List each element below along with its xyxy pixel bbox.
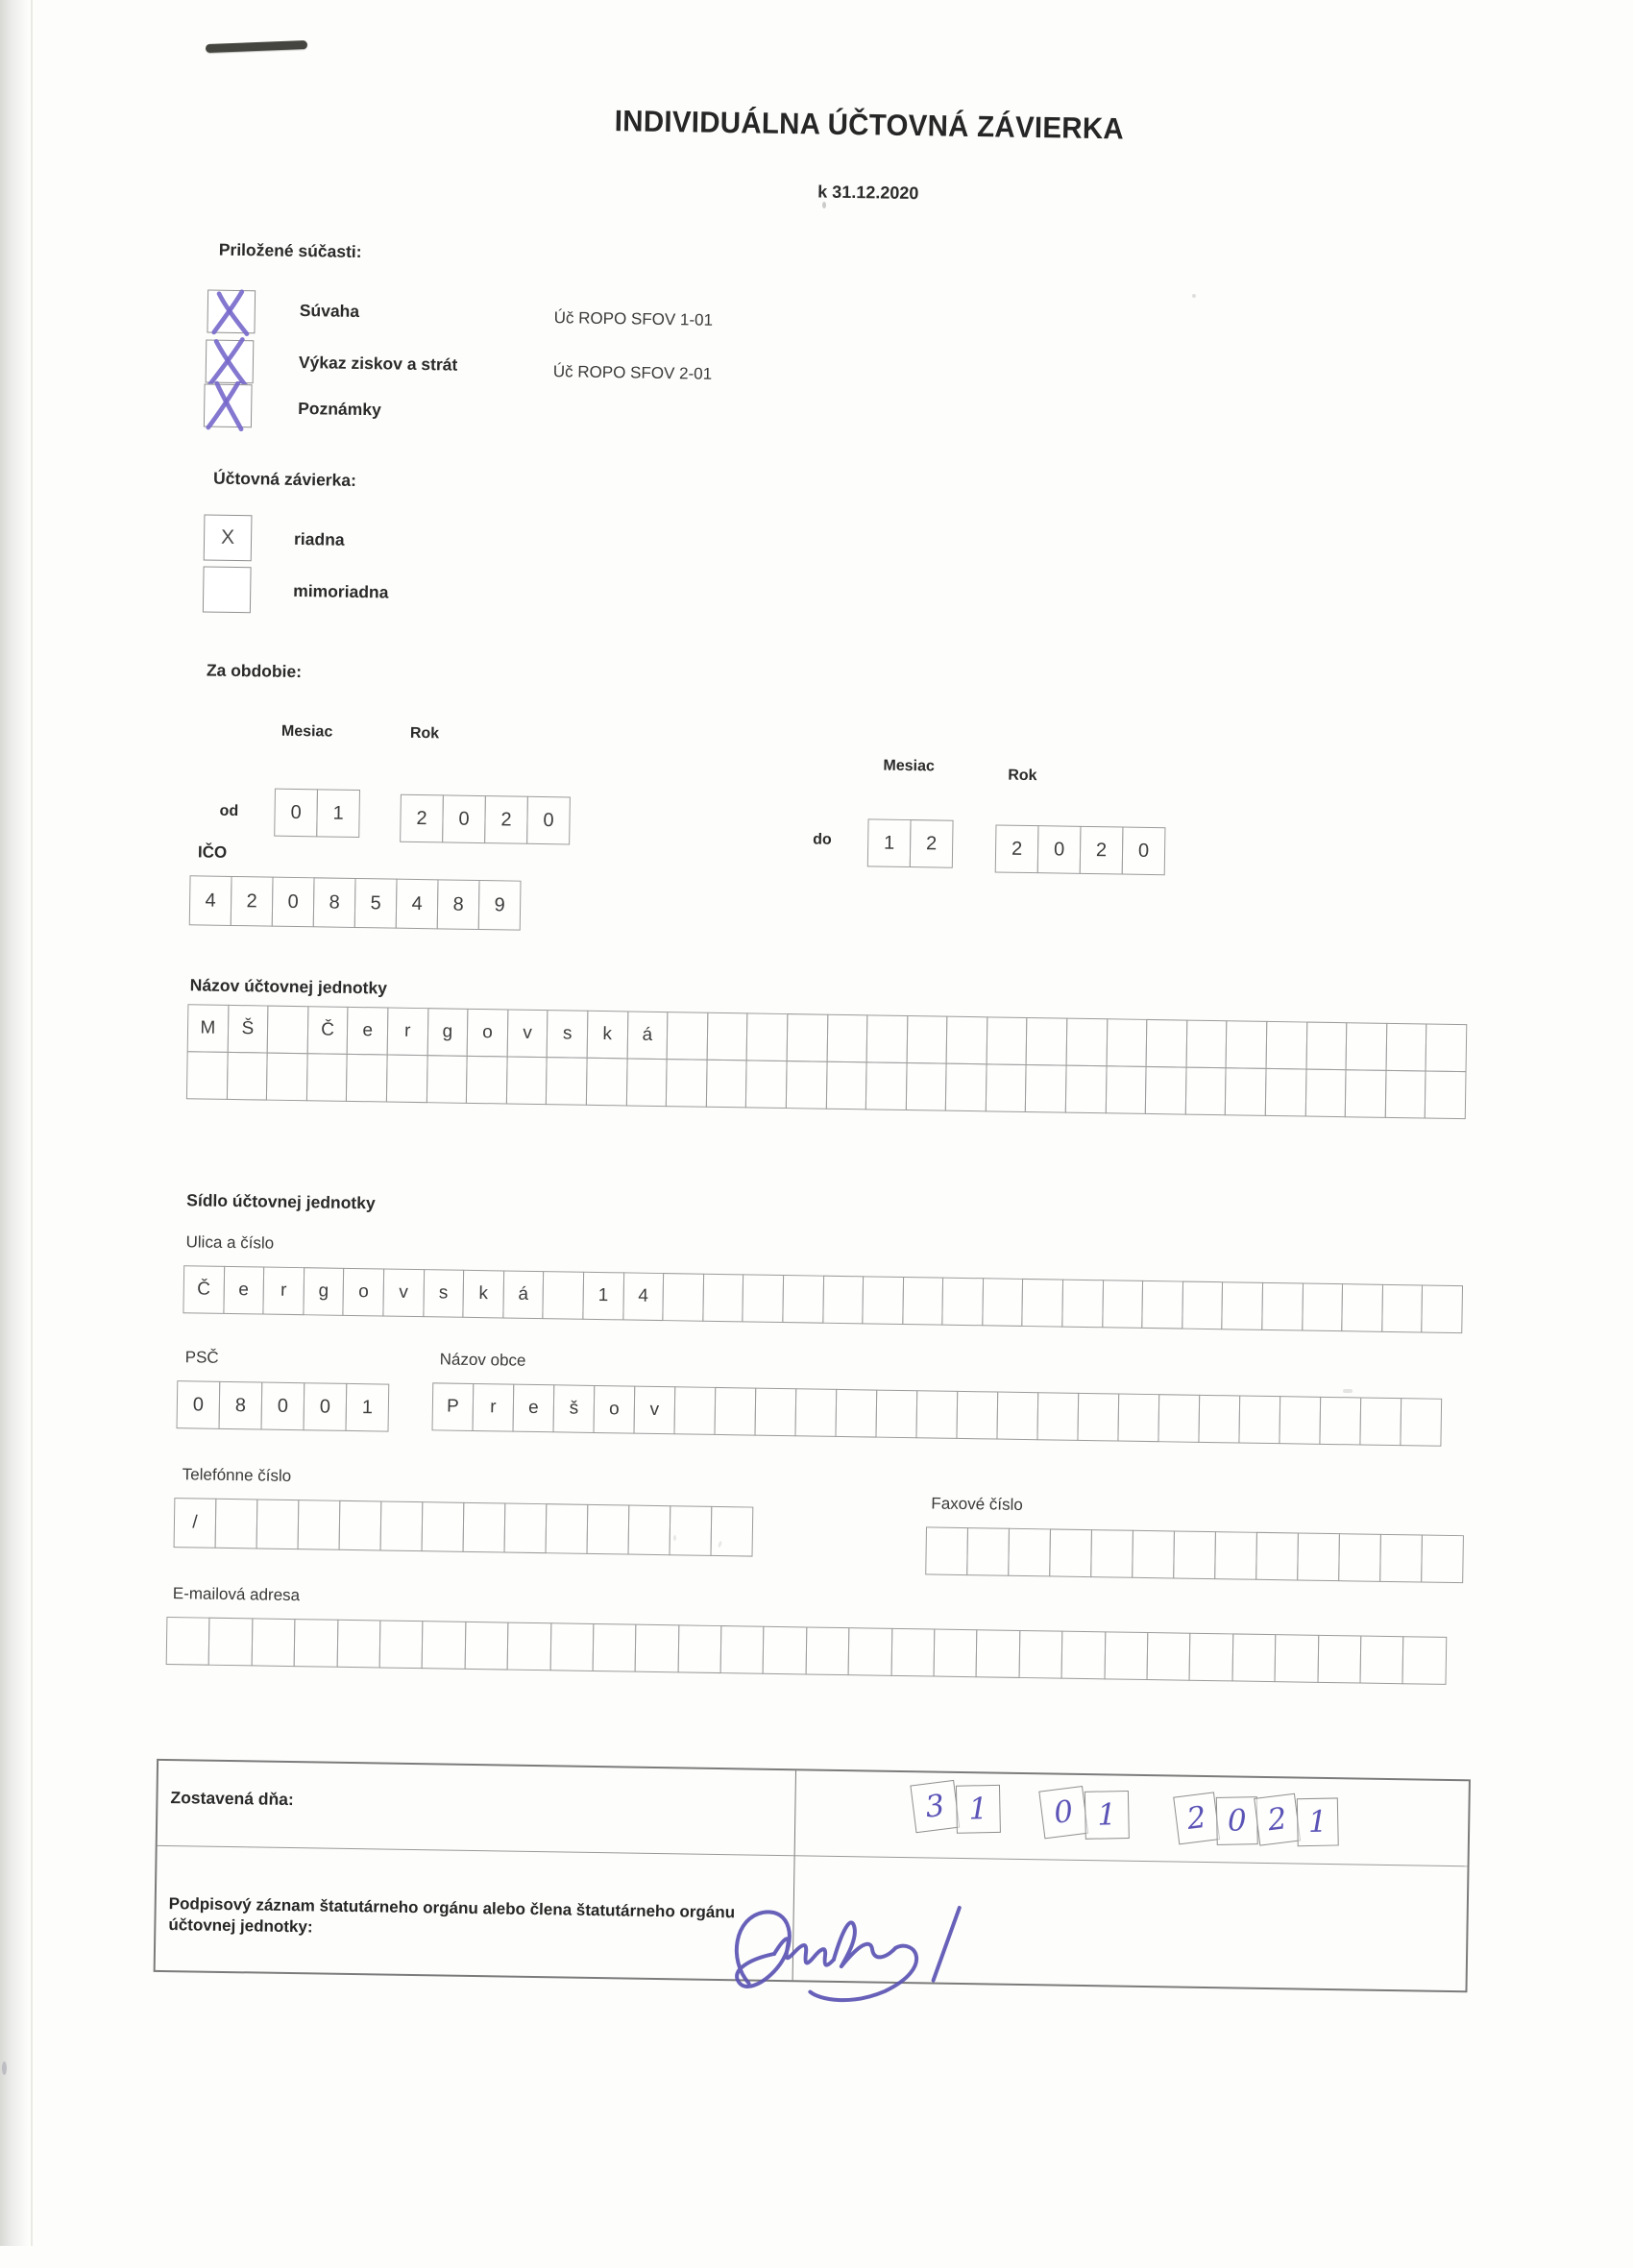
grid-cell: 2 bbox=[910, 819, 954, 868]
grid-cell: 0 bbox=[1216, 1796, 1258, 1845]
grid-cell: 1 bbox=[316, 789, 360, 838]
grid-cell: 0 bbox=[177, 1380, 221, 1429]
grid-cell: e bbox=[223, 1266, 264, 1315]
attachment-label-poznamky: Poznámky bbox=[298, 398, 381, 420]
email-grid bbox=[166, 1617, 1447, 1685]
grid-cell bbox=[339, 1500, 382, 1551]
grid-cell bbox=[866, 1014, 908, 1063]
grid-cell bbox=[1261, 1282, 1303, 1331]
grid-cell: Č bbox=[306, 1006, 348, 1055]
grid-cell bbox=[667, 1012, 708, 1061]
grid-cell bbox=[256, 1499, 300, 1549]
grid-cell bbox=[1008, 1528, 1051, 1577]
grid-cell bbox=[794, 1388, 837, 1437]
grid-cell bbox=[1304, 1069, 1346, 1118]
compiled-month-boxes bbox=[1041, 1789, 1130, 1838]
to-month-label: Mesiac bbox=[883, 757, 935, 775]
grid-cell: 9 bbox=[478, 880, 522, 931]
grid-cell bbox=[902, 1277, 943, 1326]
grid-cell bbox=[702, 1274, 743, 1323]
grid-cell bbox=[294, 1619, 338, 1668]
grid-cell bbox=[1146, 1019, 1187, 1068]
phone-label: Telefónne číslo bbox=[182, 1465, 292, 1486]
grid-cell bbox=[215, 1499, 258, 1549]
grid-cell bbox=[786, 1061, 827, 1110]
grid-cell: s bbox=[547, 1010, 588, 1059]
grid-cell: á bbox=[502, 1270, 544, 1319]
grid-cell bbox=[906, 1062, 947, 1111]
psc-boxes bbox=[177, 1380, 390, 1431]
grid-cell: / bbox=[174, 1498, 217, 1549]
grid-cell bbox=[942, 1278, 984, 1327]
grid-cell: 0 bbox=[442, 794, 486, 843]
grid-cell bbox=[1255, 1532, 1299, 1581]
grid-cell bbox=[835, 1389, 877, 1438]
grid-cell: á bbox=[626, 1011, 668, 1060]
grid-cell: g bbox=[427, 1008, 468, 1057]
grid-cell: s bbox=[423, 1269, 464, 1318]
grid-cell bbox=[463, 1502, 506, 1553]
period-section-label: Za obdobie: bbox=[206, 660, 303, 682]
attachment-label-vykaz: Výkaz ziskov a strát bbox=[298, 352, 458, 375]
grid-cell bbox=[890, 1628, 935, 1677]
grid-cell: e bbox=[347, 1007, 388, 1056]
grid-cell bbox=[1090, 1529, 1133, 1578]
grid-cell bbox=[1359, 1636, 1403, 1685]
grid-cell bbox=[822, 1276, 864, 1325]
grid-cell bbox=[745, 1060, 787, 1109]
grid-cell bbox=[1061, 1631, 1106, 1680]
grid-cell bbox=[1402, 1636, 1447, 1685]
grid-cell bbox=[226, 1052, 267, 1101]
email-label: E-mailová adresa bbox=[172, 1584, 301, 1605]
fax-grid bbox=[925, 1526, 1464, 1583]
grid-cell bbox=[875, 1390, 917, 1439]
grid-cell bbox=[1077, 1393, 1119, 1442]
grid-cell bbox=[426, 1055, 467, 1104]
footer-table-horizontal-divider bbox=[158, 1845, 1468, 1866]
grid-cell bbox=[1104, 1631, 1148, 1680]
grid-cell: 2 bbox=[1080, 826, 1124, 875]
attachment-label-suvaha: Súvaha bbox=[299, 300, 360, 321]
grid-cell bbox=[825, 1061, 866, 1110]
grid-cell bbox=[1117, 1394, 1159, 1443]
grid-cell bbox=[1102, 1280, 1143, 1329]
compiled-year-boxes bbox=[1176, 1795, 1339, 1846]
grid-cell: 0 bbox=[304, 1382, 348, 1431]
grid-cell: 1 bbox=[1085, 1791, 1130, 1840]
grid-cell bbox=[906, 1015, 947, 1064]
grid-cell bbox=[782, 1275, 823, 1324]
grid-cell: 2 bbox=[484, 795, 528, 844]
grid-cell bbox=[625, 1058, 667, 1107]
grid-cell bbox=[1061, 1280, 1103, 1329]
from-month-label: Mesiac bbox=[280, 722, 333, 741]
grid-cell: 1 bbox=[867, 818, 912, 867]
grid-cell bbox=[1266, 1021, 1307, 1070]
grid-cell bbox=[507, 1622, 551, 1671]
grid-cell bbox=[1226, 1020, 1267, 1069]
grid-cell bbox=[1182, 1281, 1223, 1330]
grid-cell: 4 bbox=[396, 879, 439, 930]
grid-cell bbox=[934, 1629, 978, 1678]
typed-x-mark: X bbox=[220, 525, 235, 549]
grid-cell bbox=[1238, 1396, 1280, 1445]
grid-cell bbox=[593, 1623, 637, 1672]
grid-cell bbox=[743, 1274, 784, 1323]
grid-cell bbox=[946, 1016, 987, 1065]
grid-cell: r bbox=[473, 1383, 515, 1432]
grid-cell: 1 bbox=[345, 1383, 389, 1432]
grid-cell: g bbox=[303, 1267, 344, 1316]
fax-label: Faxové číslo bbox=[931, 1494, 1023, 1514]
to-month-boxes bbox=[867, 818, 954, 867]
grid-cell bbox=[1279, 1396, 1321, 1445]
grid-cell: r bbox=[387, 1008, 428, 1057]
grid-cell bbox=[1359, 1397, 1401, 1446]
grid-cell bbox=[706, 1060, 747, 1109]
grid-cell bbox=[1025, 1064, 1066, 1113]
grid-cell bbox=[711, 1506, 754, 1557]
phone-grid bbox=[174, 1498, 754, 1556]
grid-cell: e bbox=[513, 1384, 555, 1433]
grid-cell: 4 bbox=[622, 1272, 664, 1321]
grid-cell bbox=[706, 1012, 747, 1061]
grid-cell bbox=[1319, 1397, 1361, 1446]
grid-cell bbox=[862, 1276, 903, 1325]
grid-cell bbox=[945, 1063, 987, 1112]
closing-section-label: Účtovná závierka: bbox=[212, 468, 357, 490]
grid-cell bbox=[546, 1057, 587, 1106]
grid-cell bbox=[1381, 1284, 1423, 1333]
grid-cell: 2 bbox=[231, 876, 274, 927]
grid-cell bbox=[1158, 1394, 1200, 1443]
grid-cell bbox=[1145, 1066, 1186, 1115]
town-grid bbox=[432, 1382, 1443, 1447]
grid-cell: 2 bbox=[995, 824, 1039, 873]
grid-cell bbox=[714, 1387, 756, 1436]
handwritten-x-icon bbox=[204, 336, 256, 387]
grid-cell: 4 bbox=[189, 875, 232, 926]
grid-cell bbox=[208, 1618, 253, 1667]
grid-cell bbox=[982, 1278, 1023, 1327]
grid-cell bbox=[1425, 1071, 1466, 1120]
grid-cell bbox=[673, 1386, 716, 1435]
grid-cell bbox=[1379, 1534, 1423, 1583]
grid-cell bbox=[346, 1054, 387, 1103]
grid-cell: Č bbox=[183, 1265, 224, 1314]
form-title: INDIVIDUÁLNA ÚČTOVNÁ ZÁVIERKA bbox=[614, 104, 1125, 146]
handwritten-signature bbox=[706, 1892, 1163, 2014]
grid-cell bbox=[865, 1061, 907, 1110]
grid-cell bbox=[1422, 1284, 1463, 1333]
grid-cell bbox=[422, 1501, 465, 1552]
grid-cell bbox=[662, 1273, 703, 1322]
grid-cell bbox=[1066, 1018, 1108, 1067]
grid-cell bbox=[1305, 1022, 1347, 1071]
grid-cell: š bbox=[553, 1384, 596, 1433]
from-month-boxes bbox=[274, 789, 360, 838]
to-year-label: Rok bbox=[1008, 767, 1037, 785]
grid-cell bbox=[746, 1012, 788, 1061]
grid-cell bbox=[466, 1056, 507, 1105]
grid-cell: 8 bbox=[313, 877, 356, 928]
grid-cell bbox=[915, 1390, 958, 1439]
to-year-boxes bbox=[995, 824, 1166, 875]
grid-cell bbox=[306, 1053, 348, 1102]
compiled-date-label: Zostavená dňa: bbox=[170, 1788, 295, 1810]
grid-cell bbox=[966, 1527, 1010, 1576]
grid-cell: 8 bbox=[437, 879, 480, 930]
grid-cell bbox=[956, 1391, 998, 1440]
grid-cell bbox=[1132, 1530, 1175, 1579]
grid-cell bbox=[464, 1622, 508, 1671]
grid-cell: k bbox=[587, 1011, 628, 1060]
grid-cell bbox=[1022, 1279, 1063, 1328]
grid-cell: o bbox=[593, 1385, 635, 1434]
checkbox-vykaz bbox=[206, 339, 255, 383]
compiled-day-boxes bbox=[913, 1783, 1001, 1832]
grid-cell: 0 bbox=[1037, 825, 1082, 874]
grid-cell bbox=[1345, 1069, 1386, 1118]
option-label-mimoriadna: mimoriadna bbox=[293, 580, 389, 602]
grid-cell bbox=[1426, 1024, 1467, 1073]
grid-cell bbox=[1346, 1022, 1387, 1071]
ico-digit-boxes bbox=[189, 875, 522, 930]
from-year-label: Rok bbox=[409, 724, 440, 743]
grid-cell bbox=[848, 1627, 892, 1676]
ico-label: IČO bbox=[197, 842, 228, 862]
grid-cell bbox=[1222, 1281, 1263, 1330]
grid-cell bbox=[805, 1626, 849, 1675]
grid-cell bbox=[504, 1503, 548, 1554]
typed-x-mark-empty bbox=[204, 567, 251, 612]
street-label: Ulica a číslo bbox=[185, 1232, 275, 1253]
grid-cell bbox=[1317, 1635, 1361, 1684]
grid-cell bbox=[380, 1500, 424, 1551]
grid-cell bbox=[1173, 1530, 1216, 1579]
grid-cell: 5 bbox=[354, 878, 398, 929]
checkbox-riadna bbox=[204, 514, 253, 561]
address-section-label: Sídlo účtovnej jednotky bbox=[186, 1190, 376, 1213]
grid-cell: 0 bbox=[274, 789, 318, 838]
grid-cell bbox=[976, 1629, 1020, 1678]
grid-cell bbox=[1106, 1018, 1147, 1067]
grid-cell bbox=[336, 1620, 380, 1669]
grid-cell bbox=[543, 1271, 584, 1320]
grid-cell bbox=[587, 1504, 630, 1555]
grid-cell bbox=[677, 1624, 721, 1673]
grid-cell bbox=[1225, 1067, 1266, 1116]
grid-cell bbox=[628, 1505, 671, 1556]
entity-name-label: Názov účtovnej jednotky bbox=[189, 975, 388, 998]
grid-cell bbox=[1385, 1070, 1426, 1119]
grid-cell bbox=[1302, 1283, 1343, 1332]
grid-cell: 2 bbox=[1173, 1792, 1220, 1844]
grid-cell bbox=[670, 1505, 713, 1556]
grid-cell bbox=[996, 1392, 1038, 1441]
from-year-boxes bbox=[400, 794, 571, 845]
grid-cell bbox=[1026, 1017, 1067, 1066]
grid-cell bbox=[266, 1053, 307, 1102]
grid-cell bbox=[635, 1624, 679, 1673]
psc-label: PSČ bbox=[184, 1348, 219, 1367]
grid-cell bbox=[754, 1388, 796, 1437]
grid-cell: 2 bbox=[1254, 1793, 1301, 1846]
grid-cell: 2 bbox=[400, 794, 444, 843]
grid-cell: Š bbox=[227, 1005, 268, 1054]
grid-cell bbox=[986, 1016, 1027, 1065]
grid-cell bbox=[925, 1526, 968, 1575]
grid-cell bbox=[586, 1058, 627, 1107]
grid-cell bbox=[546, 1503, 589, 1554]
grid-cell bbox=[1297, 1532, 1340, 1581]
to-label: do bbox=[813, 831, 832, 848]
grid-cell bbox=[1385, 1023, 1426, 1072]
attachments-section-label: Priložené súčasti: bbox=[218, 239, 362, 262]
grid-cell: v bbox=[506, 1009, 548, 1058]
grid-cell: 0 bbox=[1038, 1786, 1088, 1839]
grid-cell: 8 bbox=[219, 1381, 263, 1430]
grid-cell: v bbox=[633, 1386, 675, 1435]
grid-cell: 1 bbox=[1297, 1797, 1339, 1846]
grid-cell: 1 bbox=[582, 1272, 623, 1321]
grid-cell bbox=[787, 1013, 828, 1062]
grid-cell bbox=[386, 1055, 427, 1104]
grid-cell bbox=[1338, 1533, 1381, 1582]
grid-cell bbox=[186, 1051, 228, 1100]
grid-cell bbox=[1421, 1535, 1464, 1584]
grid-cell bbox=[1049, 1528, 1092, 1577]
checkbox-poznamky bbox=[204, 383, 253, 427]
grid-cell bbox=[1142, 1280, 1183, 1329]
grid-cell: k bbox=[463, 1270, 504, 1319]
grid-cell bbox=[1105, 1065, 1146, 1114]
from-label: od bbox=[219, 802, 239, 820]
handwritten-x-icon bbox=[205, 286, 257, 337]
grid-cell bbox=[1275, 1634, 1319, 1683]
grid-cell bbox=[826, 1014, 867, 1063]
grid-cell: 0 bbox=[272, 877, 315, 928]
grid-cell bbox=[1185, 1067, 1227, 1116]
grid-cell bbox=[1400, 1398, 1442, 1447]
grid-cell bbox=[1018, 1630, 1062, 1679]
checkbox-mimoriadna bbox=[203, 566, 252, 613]
grid-cell bbox=[1265, 1068, 1306, 1117]
grid-cell bbox=[549, 1622, 594, 1671]
grid-cell: P bbox=[432, 1382, 475, 1431]
grid-cell bbox=[251, 1618, 295, 1667]
grid-cell bbox=[267, 1006, 308, 1055]
grid-cell bbox=[1036, 1392, 1079, 1441]
grid-cell bbox=[1341, 1283, 1382, 1332]
grid-cell: 0 bbox=[1122, 827, 1166, 876]
grid-cell: M bbox=[187, 1004, 229, 1053]
grid-cell: o bbox=[343, 1268, 384, 1317]
grid-cell bbox=[422, 1621, 466, 1670]
grid-cell bbox=[1189, 1633, 1233, 1682]
grid-cell: 1 bbox=[956, 1785, 1001, 1834]
grid-cell bbox=[1065, 1065, 1107, 1114]
grid-cell bbox=[379, 1620, 424, 1669]
option-label-riadna: riadna bbox=[293, 528, 345, 549]
grid-cell: 3 bbox=[910, 1780, 960, 1833]
grid-cell bbox=[506, 1056, 548, 1105]
grid-cell bbox=[666, 1059, 707, 1108]
grid-cell bbox=[1147, 1632, 1191, 1681]
grid-cell bbox=[1185, 1020, 1227, 1069]
grid-cell bbox=[298, 1500, 341, 1550]
grid-cell: 0 bbox=[526, 796, 571, 845]
grid-cell bbox=[1231, 1633, 1276, 1682]
town-label: Názov obce bbox=[439, 1350, 526, 1370]
grid-cell bbox=[166, 1617, 210, 1666]
form-date-line: k 31.12.2020 bbox=[817, 182, 919, 204]
grid-cell bbox=[986, 1063, 1027, 1112]
street-grid bbox=[183, 1265, 1463, 1333]
grid-cell: r bbox=[263, 1267, 305, 1316]
checkbox-suvaha bbox=[207, 289, 256, 333]
grid-cell: 0 bbox=[261, 1382, 305, 1431]
grid-cell: o bbox=[467, 1009, 508, 1058]
grid-cell bbox=[720, 1625, 765, 1674]
handwritten-x-icon bbox=[202, 380, 255, 431]
signature-statement-label: Podpisový záznam štatutárneho orgánu alebo člena štatutárneho orgánu účtovnej jednotky: bbox=[168, 1894, 736, 1937]
grid-cell bbox=[763, 1626, 807, 1675]
grid-cell bbox=[1198, 1395, 1240, 1444]
attachment-form-code-2: Úč ROPO SFOV 2-01 bbox=[552, 362, 713, 383]
grid-cell: v bbox=[382, 1268, 424, 1317]
grid-cell bbox=[1214, 1531, 1257, 1580]
attachment-form-code-1: Úč ROPO SFOV 1-01 bbox=[553, 308, 714, 329]
